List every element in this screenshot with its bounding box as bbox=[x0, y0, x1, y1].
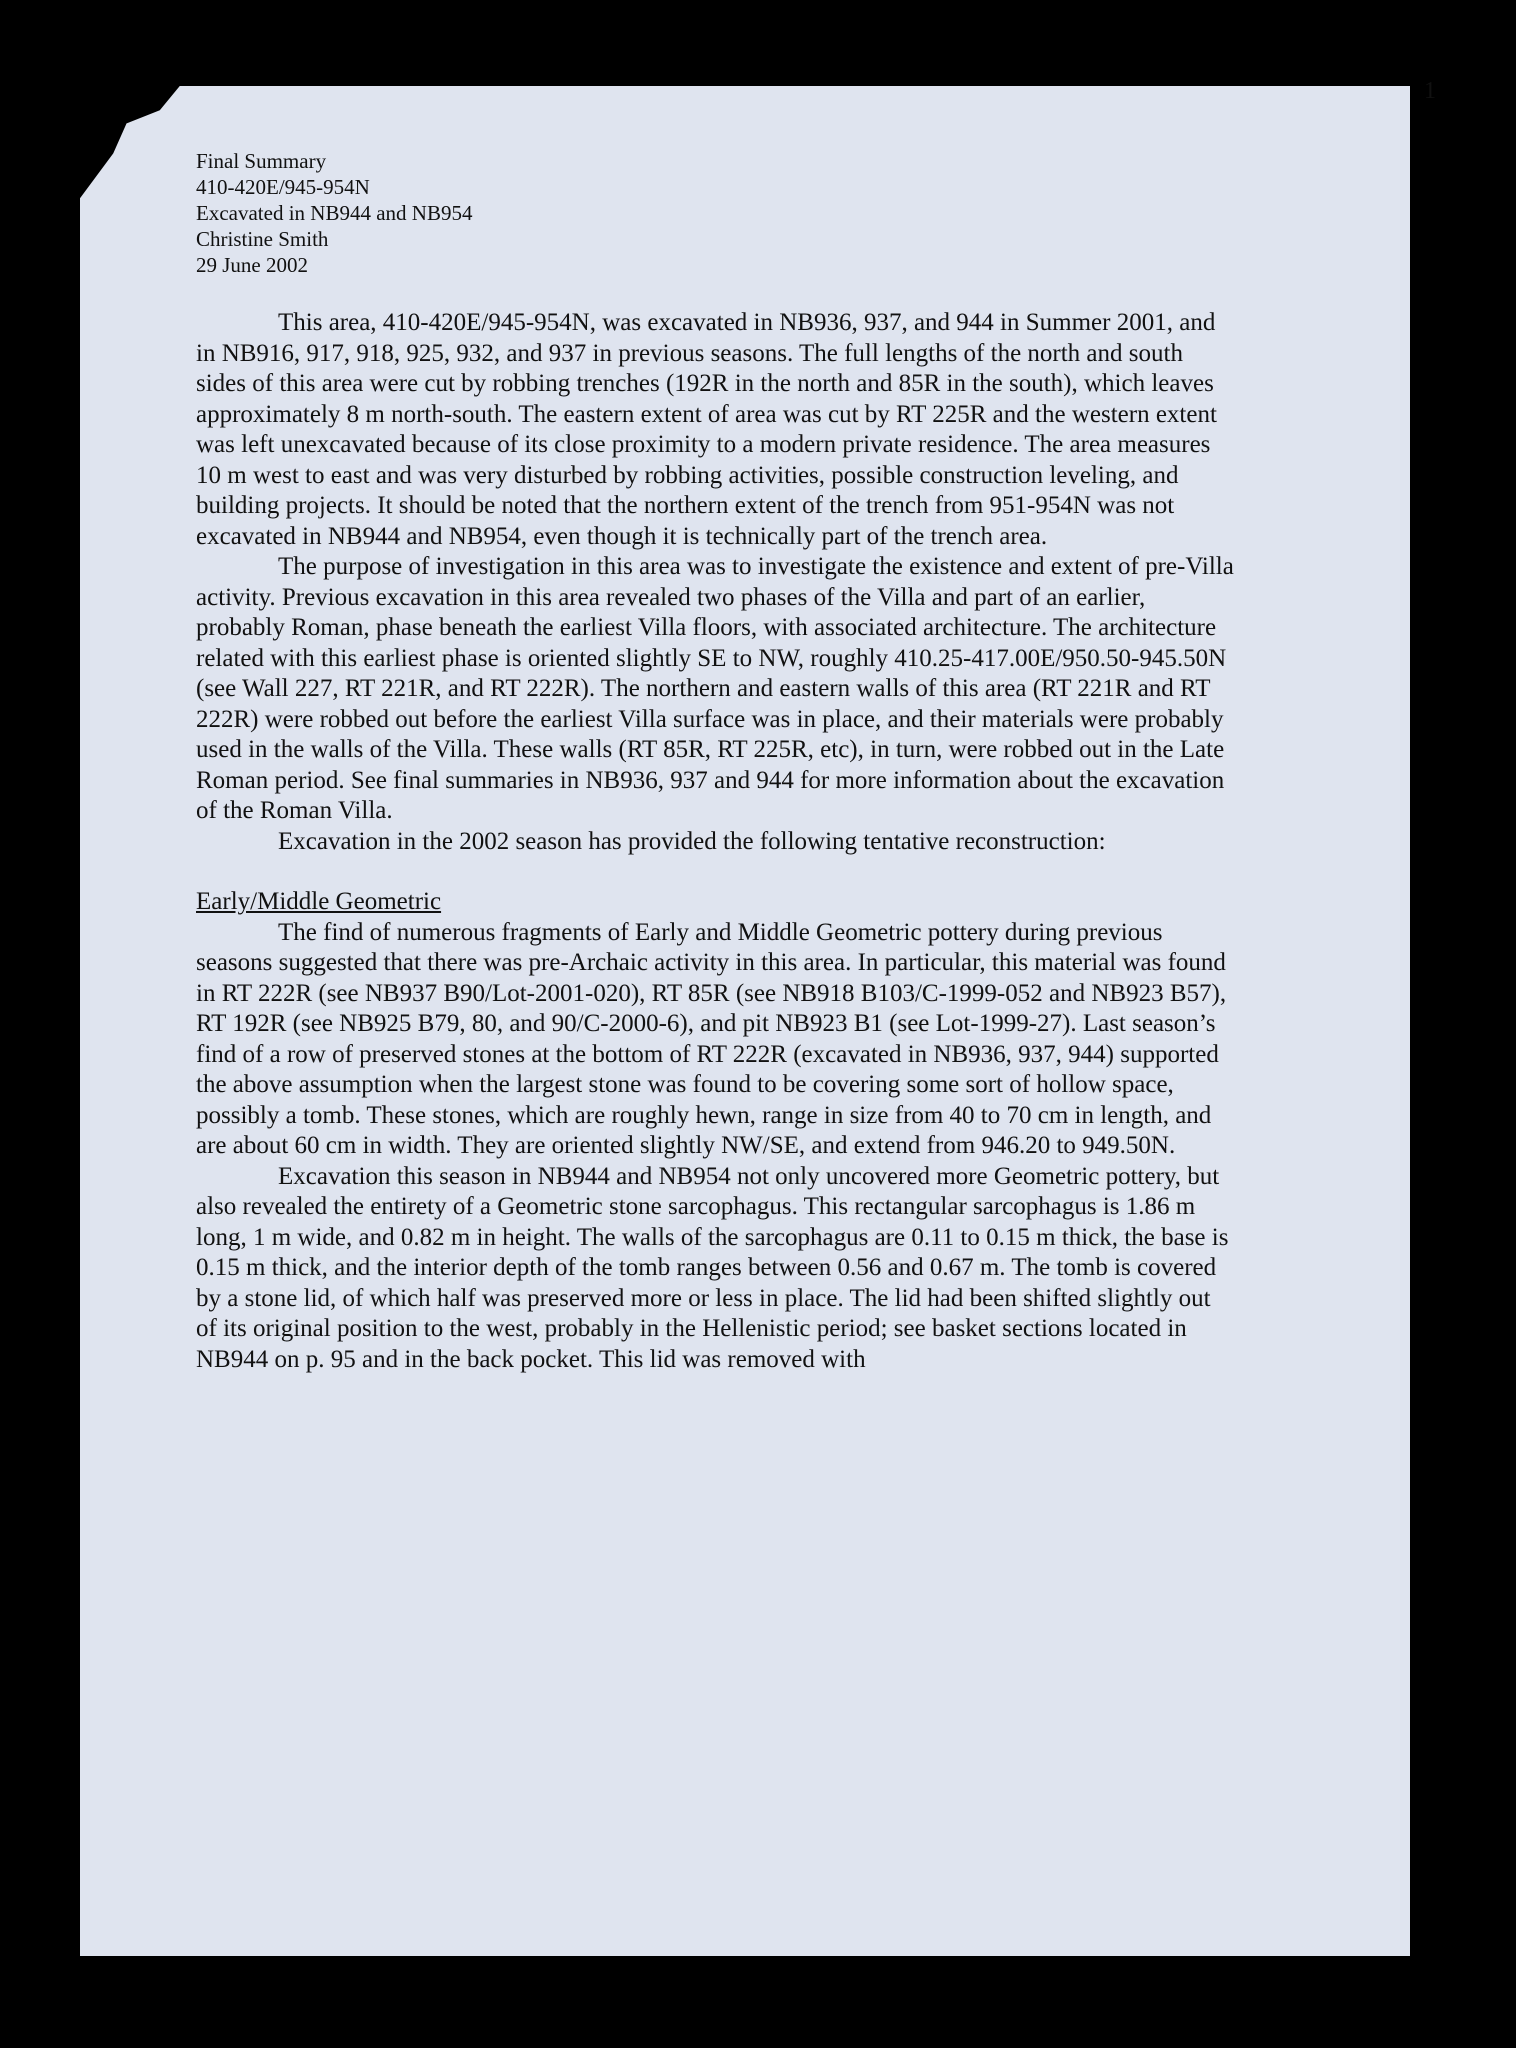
header-coordinates: 410-420E/945-954N bbox=[196, 175, 370, 199]
paragraph-area-overview: This area, 410-420E/945-954N, was excavated in NB936, 937, and 944 in Summer 2001, and in NB916, 917, 918, 925, 932, and 937 in previous seasons. The full lengths of the north and south sides of this area were cut by robbing trenches (192R in the north and 85R in the south), which leaves approximately 8 m north-south. The eastern extent of area was cut by RT 225R and the western extent was left unexcavated because of its close proximity to a modern private residence. The area measures 10 m west to east and was very disturbed by robbing activities, possible construction leveling, and building projects. It should be noted that the northern extent of the trench from 951-954N was not excavated in NB944 and NB954, even though it is technically part of the trench area. bbox=[196, 309, 1217, 550]
paragraph-investigation-purpose: The purpose of investigation in this area was to investigate the existence and extent of pre-Villa activity. Previous excavation in this area revealed two phases of the Villa and part of an earlier, probably Roman, phase beneath the earliest Villa floors, with associated architecture. The architecture related with this earliest phase is oriented slightly SE to NW, roughly 410.25-417.00E/950.50-945.50N (see Wall 227, RT 221R, and RT 222R). The northern and eastern walls of this area (RT 221R and RT 222R) were robbed out before the earliest Villa surface was in place, and their materials were probably used in the walls of the Villa. These walls (RT 85R, RT 225R, etc), in turn, were robbed out in the Late Roman period. See final summaries in NB936, 937 and 944 for more information about the excavation of the Roman Villa. bbox=[196, 553, 1234, 824]
section-heading: Early/Middle Geometric bbox=[196, 888, 442, 915]
document-header bbox=[196, 148, 472, 278]
header-author: Christine Smith bbox=[196, 227, 329, 251]
paragraph-sarcophagus: Excavation this season in NB944 and NB954 not only uncovered more Geometric pottery, but also revealed the entirety of a Geometric stone sarcophagus. This rectangular sarcophagus is 1.86 m long, 1 m wide, and 0.82 m in height. The walls of the sarcophagus are 0.11 to 0.15 m thick, the base is 0.15 m thick, and the interior depth of the tomb ranges between 0.56 and 0.67 m. The tomb is covered by a stone lid, of which half was preserved more or less in place. The lid had been shifted slightly out of its original position to the west, probably in the Hellenistic period; see basket sections located in NB944 on p. 95 and in the back pocket. This lid was removed with bbox=[196, 1162, 1229, 1373]
paragraph-geometric-pottery: The find of numerous fragments of Early and Middle Geometric pottery during previous seasons suggested that there was pre-Archaic activity in this area. In particular, this material was found in RT 222R (see NB937 B90/Lot-2001-020), RT 85R (see NB918 B103/C-1999-052 and NB923 B57), RT 192R (see NB925 B79, 80, and 90/C-2000-6), and pit NB923 B1 (see Lot-1999-27). Last season’s find of a row of preserved stones at the bottom of RT 222R (excavated in NB936, 937, 944) supported the above assumption when the largest stone was found to be covering some sort of hollow space, possibly a tomb. These stones, which are roughly hewn, range in size from 40 to 70 cm in length, and are about 60 cm in width. They are oriented slightly NW/SE, and extend from 946.20 to 949.50N. bbox=[196, 918, 1227, 1159]
paragraph-reconstruction-intro: Excavation in the 2002 season has provided the following tentative reconstruction: bbox=[278, 827, 1106, 855]
header-title: Final Summary bbox=[196, 149, 327, 173]
document-body bbox=[196, 308, 1236, 1375]
header-notebooks: Excavated in NB944 and NB954 bbox=[196, 201, 473, 225]
header-date: 29 June 2002 bbox=[196, 253, 308, 277]
page-number: 1 bbox=[1424, 78, 1436, 104]
